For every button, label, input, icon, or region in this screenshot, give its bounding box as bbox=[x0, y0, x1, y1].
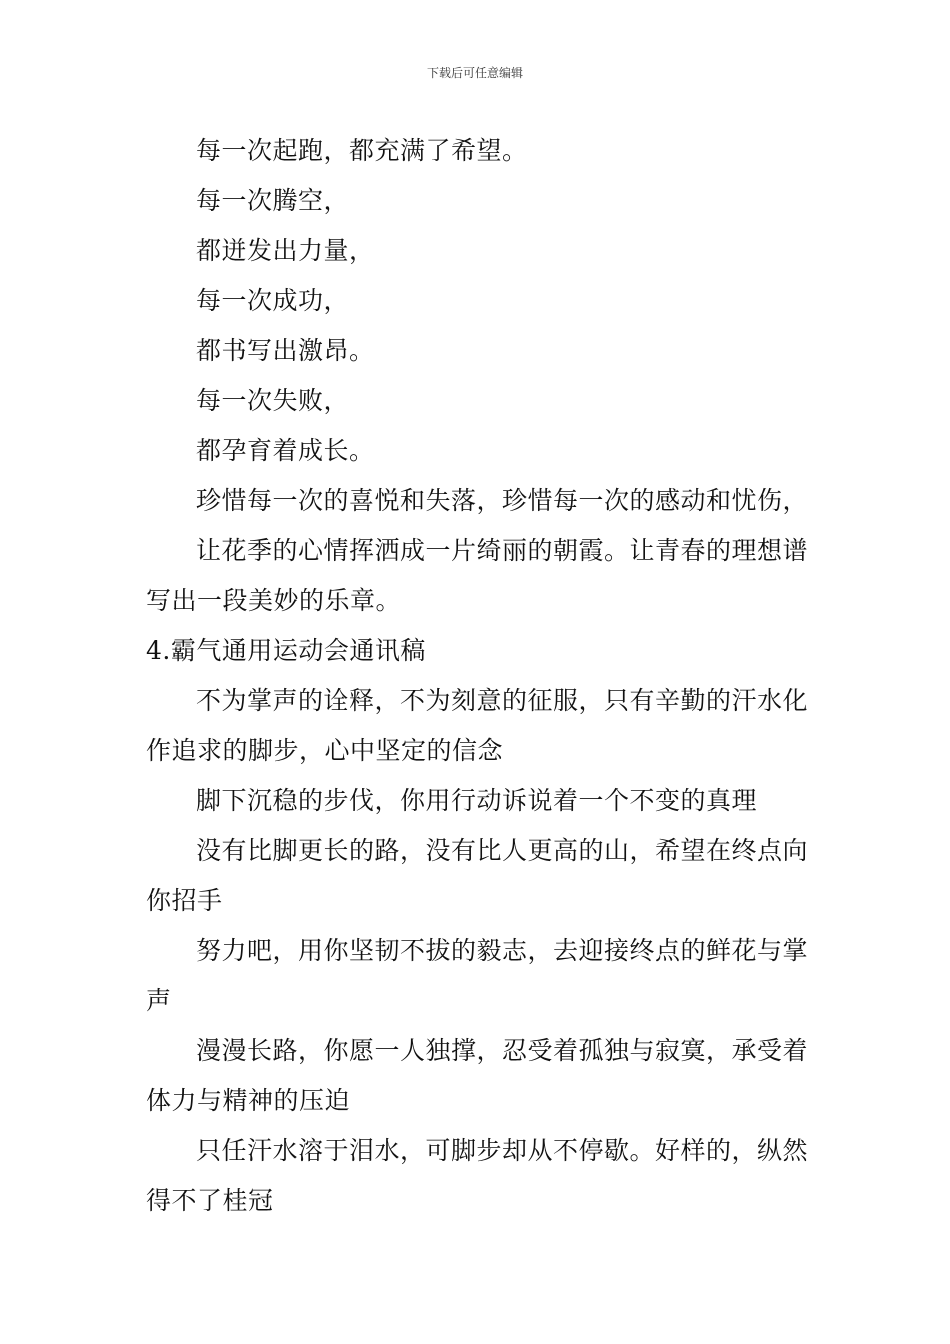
paragraph: 每一次失败， bbox=[196, 386, 350, 415]
paragraph: 漫漫长路，你愿一人独撑，忍受着孤独与寂寞，承受着体力与精神的压迫 bbox=[146, 1036, 809, 1115]
paragraph: 每一次腾空， bbox=[196, 186, 350, 215]
paragraph: 珍惜每一次的喜悦和失落，珍惜每一次的感动和忧伤， bbox=[196, 486, 809, 515]
paragraph: 每一次起跑，都充满了希望。 bbox=[196, 136, 528, 165]
paragraph: 每一次成功， bbox=[196, 286, 350, 315]
paragraph: 只任汗水溶于泪水，可脚步却从不停歇。好样的，纵然得不了桂冠 bbox=[146, 1136, 809, 1215]
paragraph: 都书写出激昂。 bbox=[196, 336, 375, 365]
paragraph: 不为掌声的诠释，不为刻意的征服，只有辛勤的汗水化作追求的脚步，心中坚定的信念 bbox=[146, 686, 809, 765]
page-header: 下载后可任意编辑 bbox=[426, 66, 523, 80]
section-heading: 4.霸气通用运动会通讯稿 bbox=[146, 636, 426, 665]
document-body bbox=[146, 126, 816, 1226]
paragraph: 让花季的心情挥洒成一片绮丽的朝霞。让青春的理想谱写出一段美妙的乐章。 bbox=[146, 536, 809, 615]
paragraph: 都迸发出力量， bbox=[196, 236, 375, 265]
paragraph: 没有比脚更长的路，没有比人更高的山，希望在终点向你招手 bbox=[146, 836, 809, 915]
paragraph: 都孕育着成长。 bbox=[196, 436, 375, 465]
paragraph: 脚下沉稳的步伐，你用行动诉说着一个不变的真理 bbox=[196, 786, 758, 815]
paragraph: 努力吧，用你坚韧不拔的毅志，去迎接终点的鲜花与掌声 bbox=[146, 936, 809, 1015]
